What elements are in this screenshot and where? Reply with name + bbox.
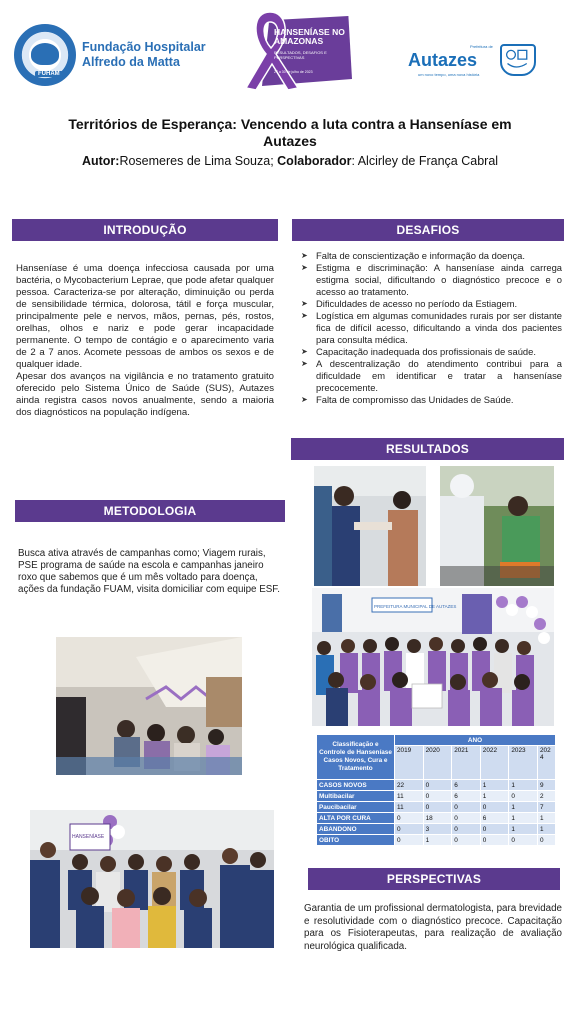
table-row-label: ALTA POR CURA [317,813,395,824]
arrow-bullet-icon: ➤ [301,263,308,272]
desafios-heading: DESAFIOS [292,219,564,241]
table-row [317,791,556,802]
metodologia-text: Busca ativa através de campanhas como; Viagem rurais, PSE programa de saúde na escola e campanhas janeiro roxo que sabemos que é um mês voltado para doença, ações da fundação FUAM, visita domiciliar com equipe ESF. [18,548,280,595]
table-cell: 0 [509,835,538,846]
poster-authors [40,154,540,168]
fham-name-line2: Alfredo da Matta [82,55,180,69]
table-cell: 0 [395,824,424,835]
autazes-prefeitura-label: Prefeitura de [470,44,493,49]
table-header-year: 2024 [538,746,556,780]
table-header-classification: Classificação e Controle de Hanseníase Casos Novos, Cura e Tratamento [317,735,395,780]
table-cell: 11 [395,802,424,813]
arrow-bullet-icon: ➤ [301,311,308,320]
campaign-logo [240,8,352,92]
resultados-heading: RESULTADOS [291,438,564,460]
collaborator-label: Colaborador [277,154,352,168]
desafios-item: ➤ Falta de conscientização e informação da doença. [301,250,525,261]
desafios-item: ➤ Dificuldades de acesso no período da Estiagem. [301,298,518,309]
table-header-year: 2022 [480,746,509,780]
table-cell: 22 [395,780,424,791]
table-cell: 0 [509,791,538,802]
table-cell: 0 [480,824,509,835]
table-header-ano: ANO [395,735,556,746]
table-row-label: Paucibacilar [317,802,395,813]
introducao-heading: INTRODUÇÃO [12,219,278,241]
table-cell: 6 [452,780,481,791]
fham-seal-emblem [31,43,59,65]
table-cell: 6 [480,813,509,824]
metodologia-photo-classroom [56,637,242,775]
table-cell: 9 [538,780,556,791]
table-cell: 0 [395,835,424,846]
table-cell: 0 [452,802,481,813]
poster-title: Territórios de Esperança: Vencendo a luta contra a Hanseníase em Autazes [68,116,512,149]
introducao-text [16,263,274,419]
resultados-photo-care [440,466,554,586]
table-cell: 3 [423,824,452,835]
campaign-title: HANSENÍASE NO AMAZONAS [274,27,345,46]
table-cell: 1 [480,791,509,802]
table-cell: 0 [480,835,509,846]
table-cell: 1 [538,824,556,835]
table-cell: 0 [423,780,452,791]
autazes-slogan: um novo tempo, uma nova história [418,72,480,77]
table-cell: 0 [423,791,452,802]
autazes-logo-text: Autazes [408,50,478,70]
resultados-photo-group [312,588,554,726]
table-cell: 6 [452,791,481,802]
introducao-paragraph-2: Apesar dos avanços na vigilância e no tratamento gratuito oferecido pelo Sistema Único de Saúde (SUS), Autazes ainda registra casos novos anualmente, sendo a maioria dos diagnósticos na população indígena. [16,371,274,418]
table-header-year: 2021 [452,746,481,780]
table-cell: 0 [538,835,556,846]
table-row-label: CASOS NOVOS [317,780,395,791]
table-cell: 1 [423,835,452,846]
desafios-item: ➤ A descentralização do atendimento contribui para a dificuldade em identificar e tratar a hanseníase precocemente. [301,358,562,393]
desafios-list [300,250,562,406]
fham-logo-seal [14,24,76,86]
table-cell: 0 [395,813,424,824]
table-cell: 1 [509,780,538,791]
arrow-bullet-icon: ➤ [301,347,308,356]
table-row [317,802,556,813]
metodologia-heading: METODOLOGIA [15,500,285,522]
table-row [317,824,556,835]
table-cell: 1 [509,813,538,824]
table-cell: 1 [509,802,538,813]
table-cell: 11 [395,791,424,802]
arrow-bullet-icon: ➤ [301,251,308,260]
collaborator-name: : Alcirley de França Cabral [351,154,499,168]
desafios-item: ➤ Logística em algumas comunidades rurais por ser distante fica de difícil acesso, dificultando a vinda dos pacientes para consulta médica. [301,310,562,345]
table-cell: 0 [452,813,481,824]
autazes-crest-icon [500,44,536,76]
metodologia-photo-group [30,810,274,948]
crest-pattern-icon [502,46,534,74]
table-cell: 0 [480,802,509,813]
table-cell: 2 [538,791,556,802]
table-cell: 0 [452,824,481,835]
perspectivas-text: Garantia de um profissional dermatologista, para brevidade e resolutividade com o diagnóstico precoce. Capacitação para os Fisioterapeutas, para realização de avaliação neurológica qualificada. [304,903,562,952]
table-row-label: ABANDONO [317,824,395,835]
banner-prefeitura-text: PREFEITURA MUNICIPAL DE AUTAZES [374,604,457,609]
fham-seal-tag: FUHAM [35,71,63,77]
author-name: Rosemeres de Lima Souza; [119,154,278,168]
resultados-photo-examination [314,466,426,586]
table-header-year: 2020 [423,746,452,780]
campaign-subtitle: RESULTADOS, DESAFIOS E PERSPECTIVAS [274,50,327,60]
table-cell: 7 [538,802,556,813]
arrow-bullet-icon: ➤ [301,299,308,308]
table-row [317,813,556,824]
table-header-year: 2019 [395,746,424,780]
table-header-year: 2023 [509,746,538,780]
desafios-item: ➤ Falta de compromisso das Unidades de Saúde. [301,394,514,405]
introducao-paragraph-1: Hanseníase é uma doença infecciosa causada por uma bactéria, o Mycobacterium Leprae, que pode afetar qualquer pessoa. Caracteriza-se por alteração, diminuição ou perda de sensibilidade térmica, dolorosa, tátil e força muscular, principalmente pele e nervos, mãos, pernas, pés, rostos, orelhas, olhos e nariz e pode gerar incapacidade permanente. O tempo de contágio e o aparecimento varia de 2 a 7 anos. Acomete pessoas de ambos os sexos e de qualquer idade. [16,263,274,370]
table-cell: 0 [452,835,481,846]
results-table [316,734,556,846]
arrow-bullet-icon: ➤ [301,395,308,404]
table-row-label: OBITO [317,835,395,846]
table-cell: 0 [423,802,452,813]
table-cell: 18 [423,813,452,824]
author-label: Autor: [81,154,120,168]
banner-hanseniase-text: HANSENÍASE [72,834,105,840]
table-cell: 1 [509,824,538,835]
table-cell: 1 [538,813,556,824]
fham-name-line1: Fundação Hospitalar [82,40,206,54]
table-row [317,780,556,791]
campaign-date: 27 a 30 de julho de 2023 [274,70,313,74]
arrow-bullet-icon: ➤ [301,359,308,368]
table-row [317,835,556,846]
perspectivas-heading: PERSPECTIVAS [308,868,560,890]
desafios-item: ➤ Capacitação inadequada dos profissionais de saúde. [301,346,536,357]
fham-logo-text [82,40,206,70]
table-row-label: Multibacilar [317,791,395,802]
desafios-item: ➤ Estigma e discriminação: A hanseníase ainda carrega estigma social, dificultando o diagnóstico precoce e o acesso ao tratamento. [301,262,562,297]
resultados-table [316,734,556,846]
table-cell: 1 [480,780,509,791]
